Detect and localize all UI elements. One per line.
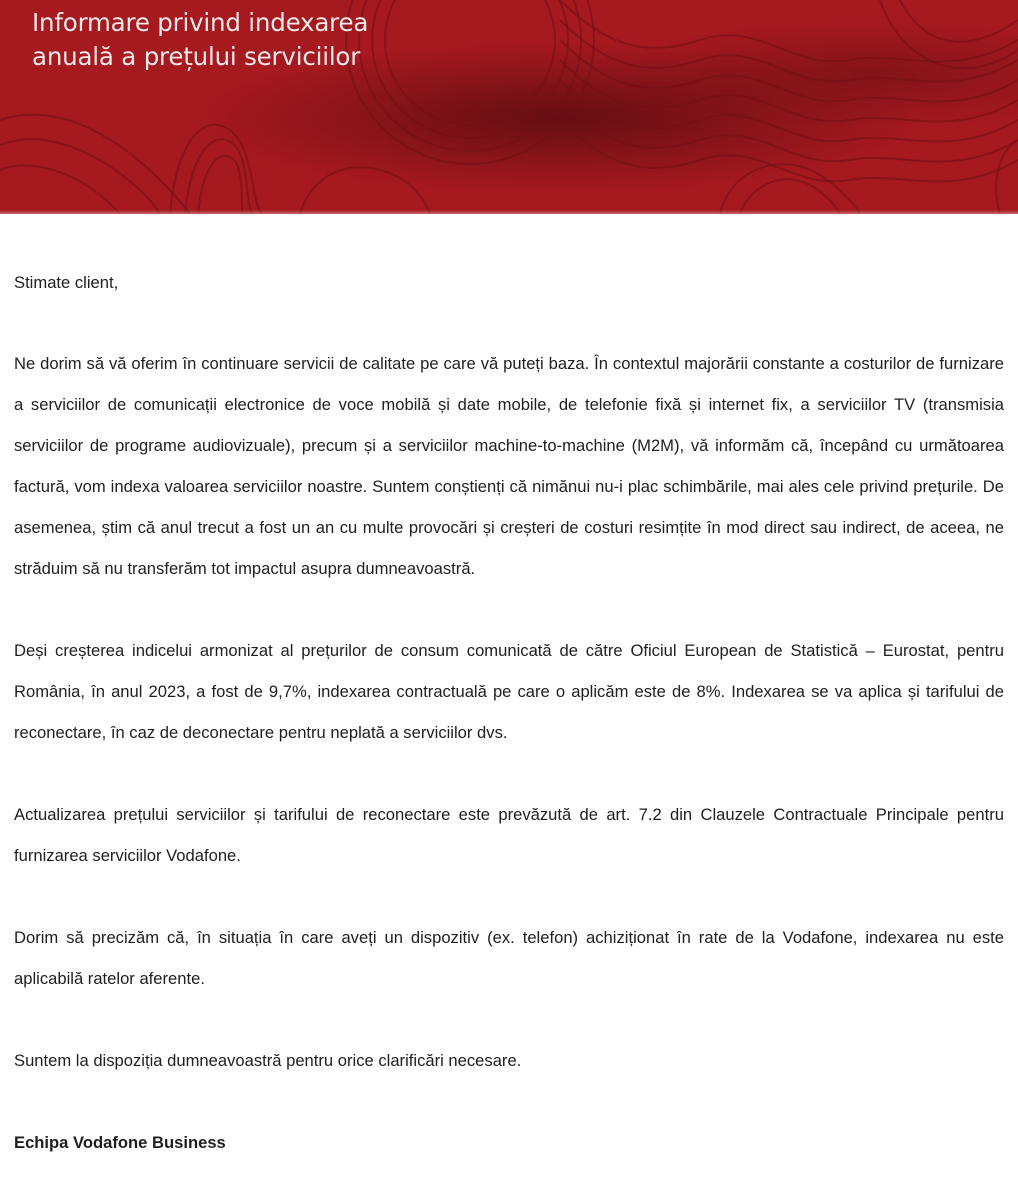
- banner-bottom-fade: [0, 210, 1018, 214]
- letter-body: [14, 262, 1004, 1163]
- banner-title: [32, 6, 368, 74]
- paragraph-device-installments: Dorim să precizăm că, în situația în care aveți un dispozitiv (ex. telefon) achiziționat în rate de la Vodafone, indexarea nu este aplicabilă ratelor aferente.: [14, 928, 1004, 988]
- header-banner: [0, 0, 1018, 214]
- paragraph-eurostat-index: Deși creșterea indicelui armonizat al prețurilor de consum comunicată de către Oficiul European de Statistică – Eurostat, pentru România, în anul 2023, a fost de 9,7%, indexarea contractuală pe care o aplicăm este de 8%. Indexarea se va aplica și tarifului de reconectare, în caz de deconectare pentru neplată a serviciilor dvs.: [14, 641, 1004, 742]
- banner-title-line-1: Informare privind indexarea: [32, 8, 369, 37]
- paragraph-contract-clause: Actualizarea prețului serviciilor și tarifului de reconectare este prevăzută de art. 7.2 din Clauzele Contractuale Principale pentru furnizarea serviciilor Vodafone.: [14, 805, 1004, 865]
- greeting: Stimate client,: [14, 273, 119, 292]
- paragraph-contact: Suntem la dispoziția dumneavoastră pentru orice clarificări necesare.: [14, 1051, 522, 1070]
- paragraph-price-indexation: Ne dorim să vă oferim în continuare servicii de calitate pe care vă puteți baza. În contextul majorării constante a costurilor de furnizare a serviciilor de comunicații electronice de voce mobilă și date mobile, de telefonie fixă și internet fix, a serviciilor TV (transmisia serviciilor de programe audiovizuale), precum și a serviciilor machine-to-machine (M2M), vă informăm că, începând cu următoarea factură, vom indexa valoarea serviciilor noastre. Suntem conștienți că nimănui nu-i plac schimbările, mai ales cele privind prețurile. De asemenea, știm că anul trecut a fost un an cu multe provocări și creșteri de costuri resimțite în mod direct sau indirect, de aceea, ne străduim să nu transferăm tot impactul asupra dumneavoastră.: [14, 354, 1004, 578]
- signature: Echipa Vodafone Business: [14, 1133, 226, 1152]
- banner-title-line-2: anuală a prețului serviciilor: [32, 42, 361, 71]
